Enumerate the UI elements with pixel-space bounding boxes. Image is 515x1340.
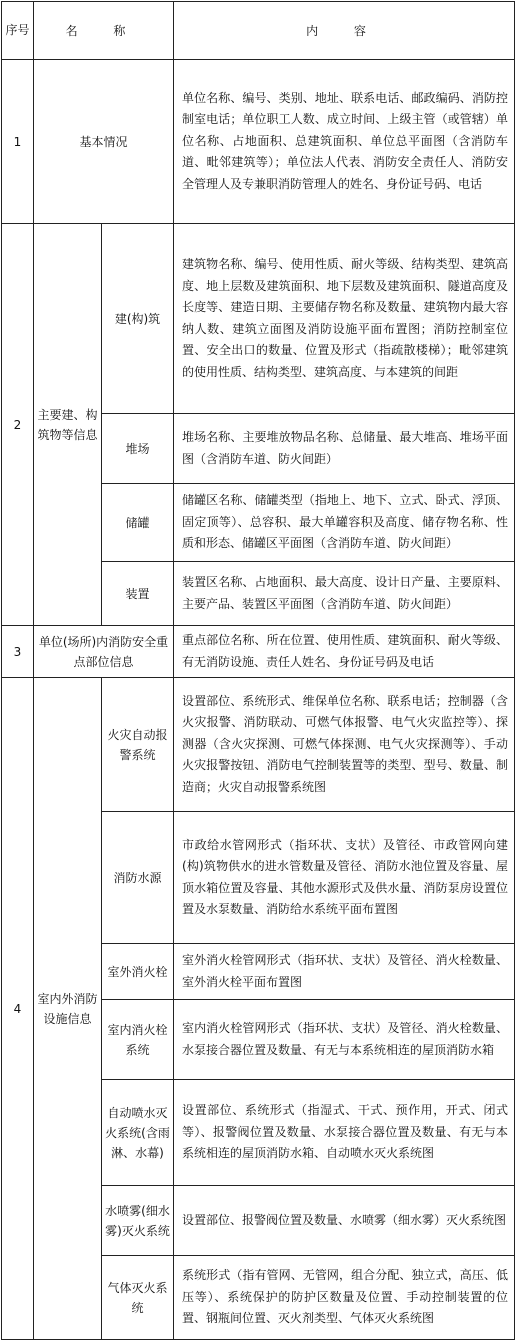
sub-name: 水喷雾(细水雾)灭火系统 <box>102 1186 174 1256</box>
sub-content: 市政给水管网形式（指环状、支状）及管径、市政管网向建(构)筑物供水的进水管数量及管径、消防水池位置及容量、屋顶水箱位置及容量、其他水源形式及供水量、消防泵房设置位置及水泵数量、消防给水系统平面布置图 <box>174 812 515 944</box>
row-category: 单位(场所)内消防安全重点部位信息 <box>34 626 174 678</box>
sub-content: 室外消火栓管网形式（指环状、支状）及管径、消火栓数量、室外消火栓平面布置图 <box>174 944 515 1000</box>
row-seq: 3 <box>2 626 34 678</box>
table-row <box>2 678 515 812</box>
sub-name: 气体灭火系统 <box>102 1256 174 1340</box>
header-row <box>2 2 515 60</box>
sub-content: 设置部位、报警阀位置及数量、水喷雾（细水雾）灭火系统图 <box>174 1186 515 1256</box>
sub-content: 室内消火栓管网形式（指环状、支状）及管径、消火栓数量、水泵接合器位置及数量、有无与本系统相连的屋顶消防水箱 <box>174 1000 515 1080</box>
sub-content: 储罐区名称、储罐类型（指地上、地下、立式、卧式、浮顶、固定顶等）、总容积、最大单罐容积及高度、储存物名称、性质和形态、储罐区平面图（含消防车道、防火间距） <box>174 484 515 562</box>
row-seq: 1 <box>2 60 34 224</box>
sub-name: 储罐 <box>102 484 174 562</box>
row-category: 室内外消防设施信息 <box>34 678 102 1340</box>
sub-name: 室外消火栓 <box>102 944 174 1000</box>
sub-content: 堆场名称、主要堆放物品名称、总储量、最大堆高、堆场平面图（含消防车道、防火间距） <box>174 414 515 484</box>
row-seq: 2 <box>2 224 34 626</box>
sub-name: 消防水源 <box>102 812 174 944</box>
sub-name: 堆场 <box>102 414 174 484</box>
sub-content: 系统形式（指有管网、无管网，组合分配、独立式，高压、低压等）、系统保护的防护区数量及位置、手动控制装置的位置、钢瓶间位置、灭火剂类型、气体灭火系统图 <box>174 1256 515 1340</box>
sub-name: 室内消火栓系统 <box>102 1000 174 1080</box>
header-name: 名 称 <box>34 2 174 60</box>
header-content: 内 容 <box>174 2 515 60</box>
row-content: 单位名称、编号、类别、地址、联系电话、邮政编码、消防控制室电话；单位职工人数、成立时间、上级主管（或管辖）单位名称、占地面积、总建筑面积、单位总平面图（含消防车道、毗邻建筑等）；单位法人代表、消防安全责任人、消防安全管理人及专兼职消防管理人的姓名、身份证号码、电话 <box>174 60 515 224</box>
row-seq: 4 <box>2 678 34 1340</box>
sub-name: 火灾自动报警系统 <box>102 678 174 812</box>
sub-content: 设置部位、系统形式、维保单位名称、联系电话；控制器（含火灾报警、消防联动、可燃气体报警、电气火灾监控等）、探测器（含火灾探测、可燃气体探测、电气火灾探测等）、手动火灾报警按钮、消防电气控制装置等的类型、型号、数量、制造商；火灾自动报警系统图 <box>174 678 515 812</box>
sub-content: 建筑物名称、编号、使用性质、耐火等级、结构类型、建筑高度、地上层数及建筑面积、地下层数及建筑面积、隧道高度及长度等、建造日期、主要储存物名称及数量、建筑物内最大容纳人数、建筑立面图及消防设施平面布置图；消防控制室位置、安全出口的数量、位置及形式（指疏散楼梯）；毗邻建筑的使用性质、结构类型、建筑高度、与本建筑的间距 <box>174 224 515 414</box>
sub-content: 装置区名称、占地面积、最大高度、设计日产量、主要原料、主要产品、装置区平面图（含消防车道、防火间距） <box>174 562 515 626</box>
row-content: 重点部位名称、所在位置、使用性质、建筑面积、耐火等级、有无消防设施、责任人姓名、身份证号码及电话 <box>174 626 515 678</box>
sub-name: 自动喷水灭火系统(含雨淋、水幕) <box>102 1080 174 1186</box>
header-seq: 序号 <box>2 2 34 60</box>
row-category: 主要建、构筑物等信息 <box>34 224 102 626</box>
table-row <box>2 224 515 414</box>
sub-content: 设置部位、系统形式（指湿式、干式、预作用，开式、闭式等）、报警阀位置及数量、水泵接合器位置及数量、有无与本系统相连的屋顶消防水箱、自动喷水灭火系统图 <box>174 1080 515 1186</box>
sub-name: 建(构)筑 <box>102 224 174 414</box>
sub-name: 装置 <box>102 562 174 626</box>
fire-info-table <box>1 1 515 1340</box>
table-row <box>2 626 515 678</box>
row-category: 基本情况 <box>34 60 174 224</box>
table-row <box>2 60 515 224</box>
